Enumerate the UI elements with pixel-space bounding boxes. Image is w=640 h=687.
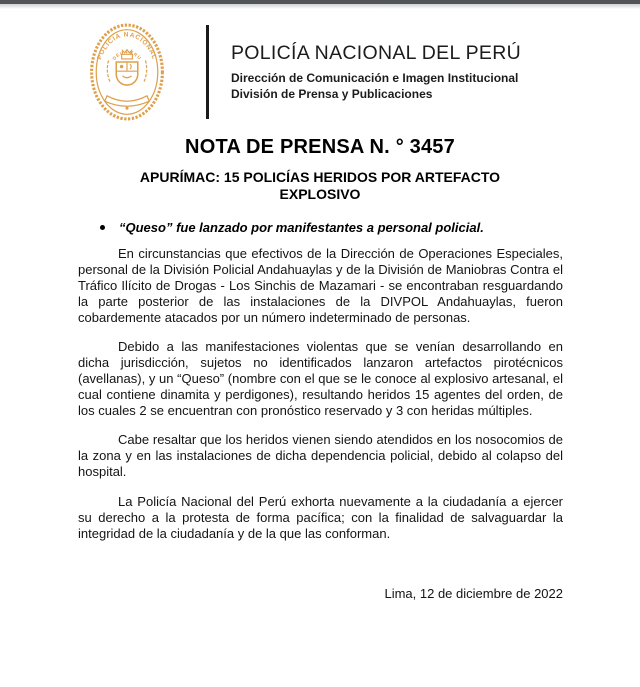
press-release-title: NOTA DE PRENSA N. ° 3457 <box>185 136 455 158</box>
press-release-page <box>0 21 640 601</box>
body-paragraph: La Policía Nacional del Perú exhorta nuevamente a la ciudadanía a ejercer su derecho a la protesta de forma pacífica; con la finalidad de salvaguardar la integridad de la ciudadanía y de la que las conforman. <box>78 494 563 541</box>
letterhead-divider <box>206 25 209 119</box>
org-dept-line1: Dirección de Comunicación e Imagen Institucional <box>231 71 519 85</box>
bullet-dot-icon <box>100 225 105 230</box>
viewer-top-shadow <box>0 4 640 9</box>
highlight-bullet-text: “Queso” fue lanzado por manifestantes a personal policial. <box>119 220 484 235</box>
highlight-bullet <box>100 220 563 235</box>
body-paragraph: Debido a las manifestaciones violentas que se venían desarrollando en dicha jurisdicción, sujetos no identificados lanzaron artefactos pirotécnicos (avellanas), y un “Queso” (nombre con el que se le conoce al explosivo artesanal, el cual contiene dinamita y perdigones), resultando heridos 15 agentes del orden, de los cuales 2 se encuentran con pronóstico reservado y 3 con heridas múltiples. <box>78 339 563 418</box>
letterhead <box>88 21 640 123</box>
logo-arc-text-mid: DEL PERU <box>111 49 143 62</box>
org-dept-line2: División de Prensa y Publicaciones <box>231 87 433 101</box>
pnp-crest-icon <box>88 22 166 122</box>
body-paragraph: En circunstancias que efectivos de la Dirección de Operaciones Especiales, personal de la División Policial Andahuaylas y de la División de Maniobras Contra el Tráfico Ilícito de Drogas - Los Sinchis de Mazamari - se encontraban resguardando la parte posterior de las instalaciones de la DIVPOL Andahuaylas, fueron cobardemente atacados por un número indeterminado de personas. <box>78 246 563 325</box>
body-paragraph: Cabe resaltar que los heridos vienen siendo atendidos en los nosocomios de la zona y en las instalaciones de dicha dependencia policial, debido al colapso del hospital. <box>78 432 563 479</box>
logo-arc-text-top: POLICIA NACIONAL <box>96 31 158 61</box>
org-name: POLICÍA NACIONAL DEL PERÚ <box>231 42 521 64</box>
org-block <box>231 42 521 102</box>
press-release-body <box>78 246 563 542</box>
dateline: Lima, 12 de diciembre de 2022 <box>384 586 563 601</box>
press-release-subtitle: APURÍMAC: 15 POLICÍAS HERIDOS POR ARTEFACTO EXPLOSIVO <box>139 169 501 202</box>
